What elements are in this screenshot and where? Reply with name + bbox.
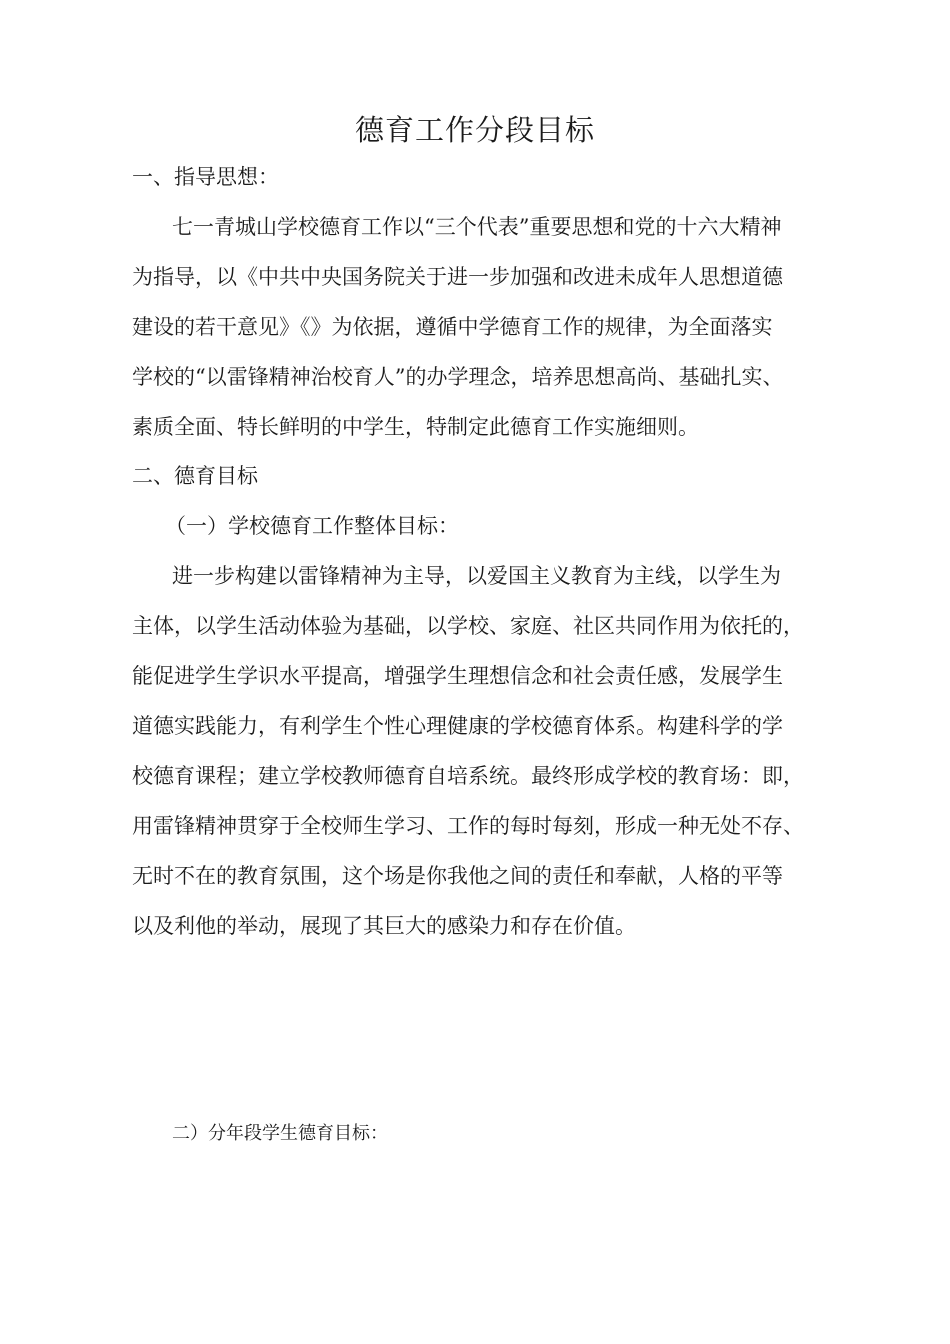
paragraph-line: 无时不在的教育氛围，这个场是你我他之间的责任和奉献，人格的平等 bbox=[132, 864, 783, 888]
section-heading-moral-goals: 二、德育目标 bbox=[132, 464, 258, 488]
paragraph-line: 主体，以学生活动体验为基础，以学校、家庭、社区共同作用为依托的， bbox=[132, 614, 804, 638]
paragraph-line: 建设的若干意见》《》为依据，遵循中学德育工作的规律，为全面落实 bbox=[132, 315, 773, 339]
paragraph-guiding-ideology bbox=[132, 202, 832, 452]
paragraph-line: 为指导，以《中共中央国务院关于进一步加强和改进未成年人思想道德 bbox=[132, 265, 783, 289]
section-heading-guiding-ideology: 一、指导思想： bbox=[132, 165, 279, 189]
subsection-heading-overall-goals: （一）学校德育工作整体目标： bbox=[165, 514, 459, 538]
paragraph-overall-goals bbox=[132, 551, 832, 951]
document-title: 德育工作分段目标 bbox=[354, 113, 595, 147]
paragraph-line: 进一步构建以雷锋精神为主导，以爱国主义教育为主线，以学生为 bbox=[172, 564, 781, 588]
paragraph-line: 用雷锋精神贯穿于全校师生学习、工作的每时每刻，形成一种无处不存、 bbox=[132, 814, 804, 838]
paragraph-line: 七一青城山学校德育工作以“三个代表”重要思想和党的十六大精神 bbox=[172, 215, 782, 239]
paragraph-line: 学校的“以雷锋精神治校育人”的办学理念，培养思想高尚、基础扎实、 bbox=[132, 365, 784, 389]
paragraph-line: 道德实践能力，有利学生个性心理健康的学校德育体系。构建科学的学 bbox=[132, 714, 783, 738]
paragraph-line: 以及利他的举动，展现了其巨大的感染力和存在价值。 bbox=[132, 914, 636, 938]
paragraph-line: 能促进学生学识水平提高，增强学生理想信念和社会责任感，发展学生 bbox=[132, 664, 783, 688]
paragraph-line: 素质全面、特长鲜明的中学生，特制定此德育工作实施细则。 bbox=[132, 415, 699, 439]
subsection-heading-grade-goals: 二）分年段学生德育目标： bbox=[172, 1123, 388, 1144]
paragraph-line: 校德育课程；建立学校教师德育自培系统。最终形成学校的教育场：即， bbox=[132, 764, 804, 788]
